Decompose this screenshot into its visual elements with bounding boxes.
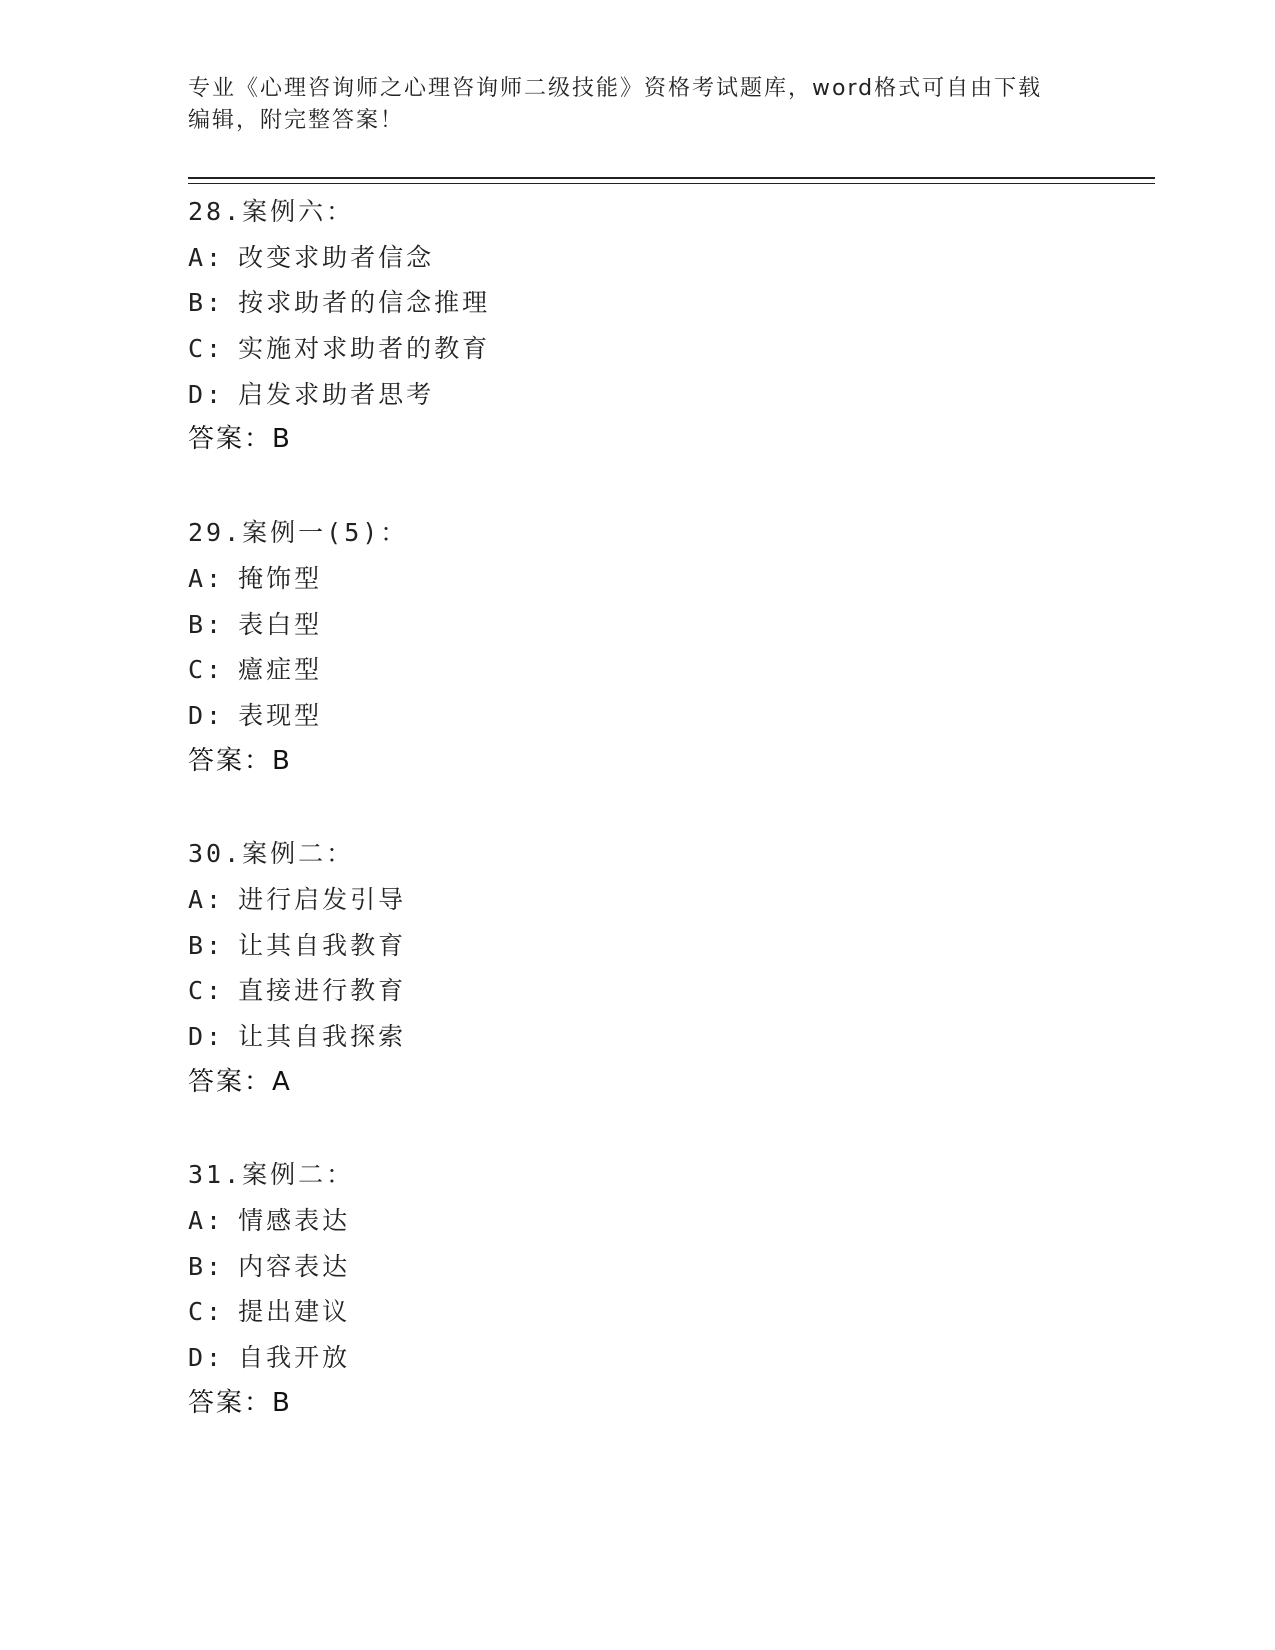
option-d: [188, 1335, 1148, 1381]
document-header: [188, 73, 1088, 137]
option-text: 表现型: [238, 700, 323, 730]
answer-label: 答案：B: [188, 424, 292, 455]
option-text: 让其自我教育: [238, 930, 407, 960]
option-key: B:: [188, 930, 225, 960]
question-title: 28.案例六：: [188, 197, 355, 226]
option-key: C:: [188, 1297, 225, 1327]
answer-label: 答案：B: [188, 745, 292, 776]
option-key: C:: [188, 655, 225, 685]
header-line-1: 专业《心理咨询师之心理咨询师二级技能》资格考试题库，word格式可自由下载: [188, 76, 1043, 101]
question-30: [188, 831, 1148, 1105]
option-key: A:: [188, 563, 225, 593]
question-31: [188, 1152, 1148, 1426]
option-c: [188, 326, 1148, 372]
option-a: [188, 877, 1148, 923]
option-text: 直接进行教育: [238, 976, 407, 1006]
option-key: C:: [188, 976, 225, 1006]
option-text: 让其自我探索: [238, 1022, 407, 1051]
option-text: 自我开放: [238, 1343, 351, 1373]
option-d: [188, 693, 1148, 739]
option-key: D:: [188, 1343, 225, 1373]
option-key: D:: [188, 1022, 225, 1051]
option-b: [188, 280, 1148, 326]
answer-label: 答案：A: [188, 1066, 292, 1097]
option-key: D:: [188, 700, 225, 730]
option-text: 提出建议: [238, 1297, 351, 1327]
question-29: [188, 510, 1148, 784]
option-c: [188, 1289, 1148, 1335]
option-text: 表白型: [238, 609, 323, 639]
option-a: [188, 1198, 1148, 1244]
question-title: 29.案例一(5)：: [188, 518, 409, 548]
option-b: [188, 602, 1148, 648]
option-text: 按求助者的信念推理: [238, 288, 491, 318]
option-key: D:: [188, 379, 225, 409]
header-line-2: 编辑，附完整答案！: [188, 108, 405, 133]
option-a: [188, 235, 1148, 281]
header-divider-thick: [188, 177, 1155, 179]
header-divider-thin: [188, 183, 1155, 184]
answer-label: 答案：B: [188, 1387, 292, 1418]
option-key: B:: [188, 1251, 225, 1281]
option-b: [188, 1244, 1148, 1290]
option-key: A:: [188, 884, 225, 914]
option-d: [188, 1014, 1148, 1060]
option-text: 掩饰型: [238, 563, 323, 593]
option-key: A:: [188, 1206, 225, 1236]
option-c: [188, 647, 1148, 693]
option-text: 实施对求助者的教育: [238, 334, 491, 364]
option-text: 癔症型: [238, 655, 323, 685]
option-key: B:: [188, 288, 225, 318]
option-text: 内容表达: [238, 1251, 351, 1281]
option-d: [188, 372, 1148, 418]
option-c: [188, 968, 1148, 1014]
option-text: 进行启发引导: [238, 884, 407, 914]
question-list: [188, 189, 1148, 1474]
option-text: 启发求助者思考: [238, 379, 435, 409]
option-text: 改变求助者信念: [238, 242, 435, 272]
option-text: 情感表达: [238, 1206, 351, 1236]
option-key: A:: [188, 242, 225, 272]
option-key: B:: [188, 609, 225, 639]
option-b: [188, 923, 1148, 969]
question-title: 30.案例二：: [188, 839, 355, 869]
option-a: [188, 556, 1148, 602]
question-title: 31.案例二：: [188, 1160, 355, 1190]
option-key: C:: [188, 334, 225, 364]
question-28: [188, 189, 1148, 463]
